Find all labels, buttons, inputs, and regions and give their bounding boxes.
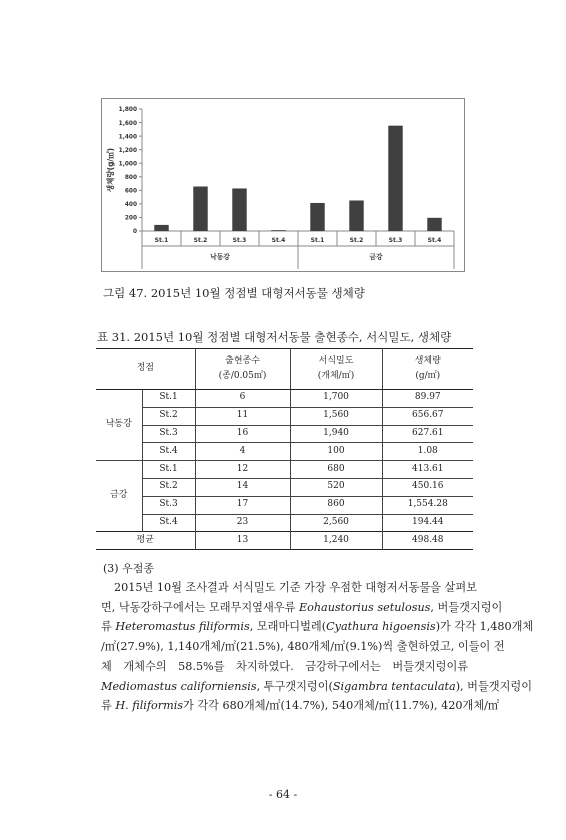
density-cell: 860 [290, 496, 382, 514]
table-row [96, 443, 473, 461]
figure-caption: 그림 47. 2015년 10월 정점별 대형저서동물 생체량 [103, 286, 365, 300]
station-cell: St.2 [142, 407, 195, 425]
y-tick-label: 800 [124, 174, 137, 181]
chart-canvas [102, 99, 464, 271]
bar [349, 200, 363, 231]
y-tick-label: 600 [124, 188, 137, 195]
average-density: 1,240 [290, 532, 382, 550]
x-tick-label: St.1 [310, 237, 325, 244]
header-density-line2: (개체/㎡) [317, 370, 355, 381]
table-header-row [96, 349, 473, 390]
table-row [96, 496, 473, 514]
table-row [96, 514, 473, 532]
header-density-line1: 서식밀도 [318, 355, 354, 366]
x-tick-label: St.3 [388, 237, 403, 244]
header-biomass-line2: (g/㎡) [415, 370, 441, 381]
y-tick-label: 1,600 [118, 120, 137, 127]
bar [427, 218, 441, 231]
table-row [96, 478, 473, 496]
section-heading: (3) 우점종 [103, 562, 154, 575]
average-species: 13 [195, 532, 290, 550]
x-tick-label: St.1 [154, 237, 169, 244]
species-cell: 16 [195, 425, 290, 443]
bar [310, 203, 324, 231]
paragraph-line: 체 개체수의 58.5%를 차지하였다. 금강하구에서는 버들갯지렁이류 [101, 659, 469, 673]
station-cell: St.4 [142, 514, 195, 532]
station-cell: St.3 [142, 496, 195, 514]
biomass-cell: 450.16 [382, 478, 473, 496]
bar [193, 186, 207, 231]
biomass-cell: 194.44 [382, 514, 473, 532]
y-tick-label: 0 [132, 229, 137, 236]
station-cell: St.1 [142, 461, 195, 479]
bar [388, 126, 402, 231]
y-tick-label: 1,800 [118, 107, 137, 114]
y-axis-label: 생체량(g/㎡) [106, 147, 115, 193]
river-label: 낙동강 [96, 390, 142, 461]
biomass-cell: 656.67 [382, 407, 473, 425]
header-biomass [382, 349, 473, 390]
station-cell: St.1 [142, 390, 195, 408]
table-average-row [96, 532, 473, 550]
bar [232, 188, 246, 231]
header-species-line1: 출현종수 [225, 355, 260, 366]
header-biomass-line1: 생체량 [414, 355, 441, 366]
station-cell: St.3 [142, 425, 195, 443]
y-tick-label: 1,000 [118, 161, 137, 168]
species-cell: 4 [195, 443, 290, 461]
y-tick-label: 1,400 [118, 134, 137, 141]
station-cell: St.2 [142, 478, 195, 496]
density-cell: 1,940 [290, 425, 382, 443]
table-row [96, 390, 473, 408]
biomass-cell: 627.61 [382, 425, 473, 443]
density-cell: 100 [290, 443, 382, 461]
paragraph-line: 면, 낙동강하구에서는 모래무지옆새우류 Eohaustorius setulosus, 버들갯지렁이 [101, 600, 503, 614]
header-station: 정점 [96, 349, 195, 390]
bar [154, 225, 168, 231]
x-tick-label: St.4 [271, 237, 286, 244]
header-density [290, 349, 382, 390]
group-label: 낙동강 [210, 253, 230, 261]
table-row [96, 425, 473, 443]
density-cell: 680 [290, 461, 382, 479]
biomass-bar-chart [101, 98, 465, 272]
y-tick-label: 1,200 [118, 147, 137, 154]
river-label: 금강 [96, 461, 142, 532]
biomass-cell: 1.08 [382, 443, 473, 461]
group-label: 금강 [369, 253, 383, 261]
biomass-cell: 1,554.28 [382, 496, 473, 514]
biomass-cell: 413.61 [382, 461, 473, 479]
species-cell: 6 [195, 390, 290, 408]
paragraph-line: 류 H. filiformis가 각각 680개체/㎡(14.7%), 540개체/㎡(11.7%), 420개체/㎡ [101, 699, 500, 713]
y-tick-label: 200 [124, 215, 137, 222]
average-biomass: 498.48 [382, 532, 473, 550]
header-species [195, 349, 290, 390]
density-cell: 1,700 [290, 390, 382, 408]
species-cell: 11 [195, 407, 290, 425]
table-row [96, 407, 473, 425]
x-tick-label: St.2 [193, 237, 208, 244]
header-species-line2: (종/0.05㎡) [218, 370, 267, 381]
x-tick-label: St.3 [232, 237, 247, 244]
species-cell: 23 [195, 514, 290, 532]
paragraph-line: 2015년 10월 조사결과 서식밀도 기준 가장 우점한 대형저서동물을 살펴보 [114, 581, 477, 594]
table-row [96, 461, 473, 479]
bar [271, 230, 285, 231]
station-cell: St.4 [142, 443, 195, 461]
station-data-table [96, 348, 473, 550]
x-tick-label: St.4 [427, 237, 442, 244]
species-cell: 17 [195, 496, 290, 514]
paragraph-line: 류 Heteromastus filiformis, 모래마디벌레(Cyathura higoensis)가 각각 1,480개체 [101, 620, 534, 634]
density-cell: 2,560 [290, 514, 382, 532]
density-cell: 1,560 [290, 407, 382, 425]
species-cell: 14 [195, 478, 290, 496]
species-cell: 12 [195, 461, 290, 479]
density-cell: 520 [290, 478, 382, 496]
biomass-cell: 89.97 [382, 390, 473, 408]
page-number: - 64 - [268, 788, 298, 801]
average-label: 평균 [96, 532, 195, 550]
y-tick-label: 400 [124, 202, 137, 209]
x-tick-label: St.2 [349, 237, 364, 244]
paragraph-line: /㎡(27.9%), 1,140개체/㎡(21.5%), 480개체/㎡(9.1%)씩 출현하였고, 이들이 전 [101, 640, 505, 654]
table-caption: 표 31. 2015년 10월 정점별 대형저서동물 출현종수, 서식밀도, 생체량 [97, 330, 452, 344]
paragraph-line: Mediomastus californiensis, 투구갯지렁이(Sigambra tentaculata), 버들갯지렁이 [101, 679, 533, 693]
